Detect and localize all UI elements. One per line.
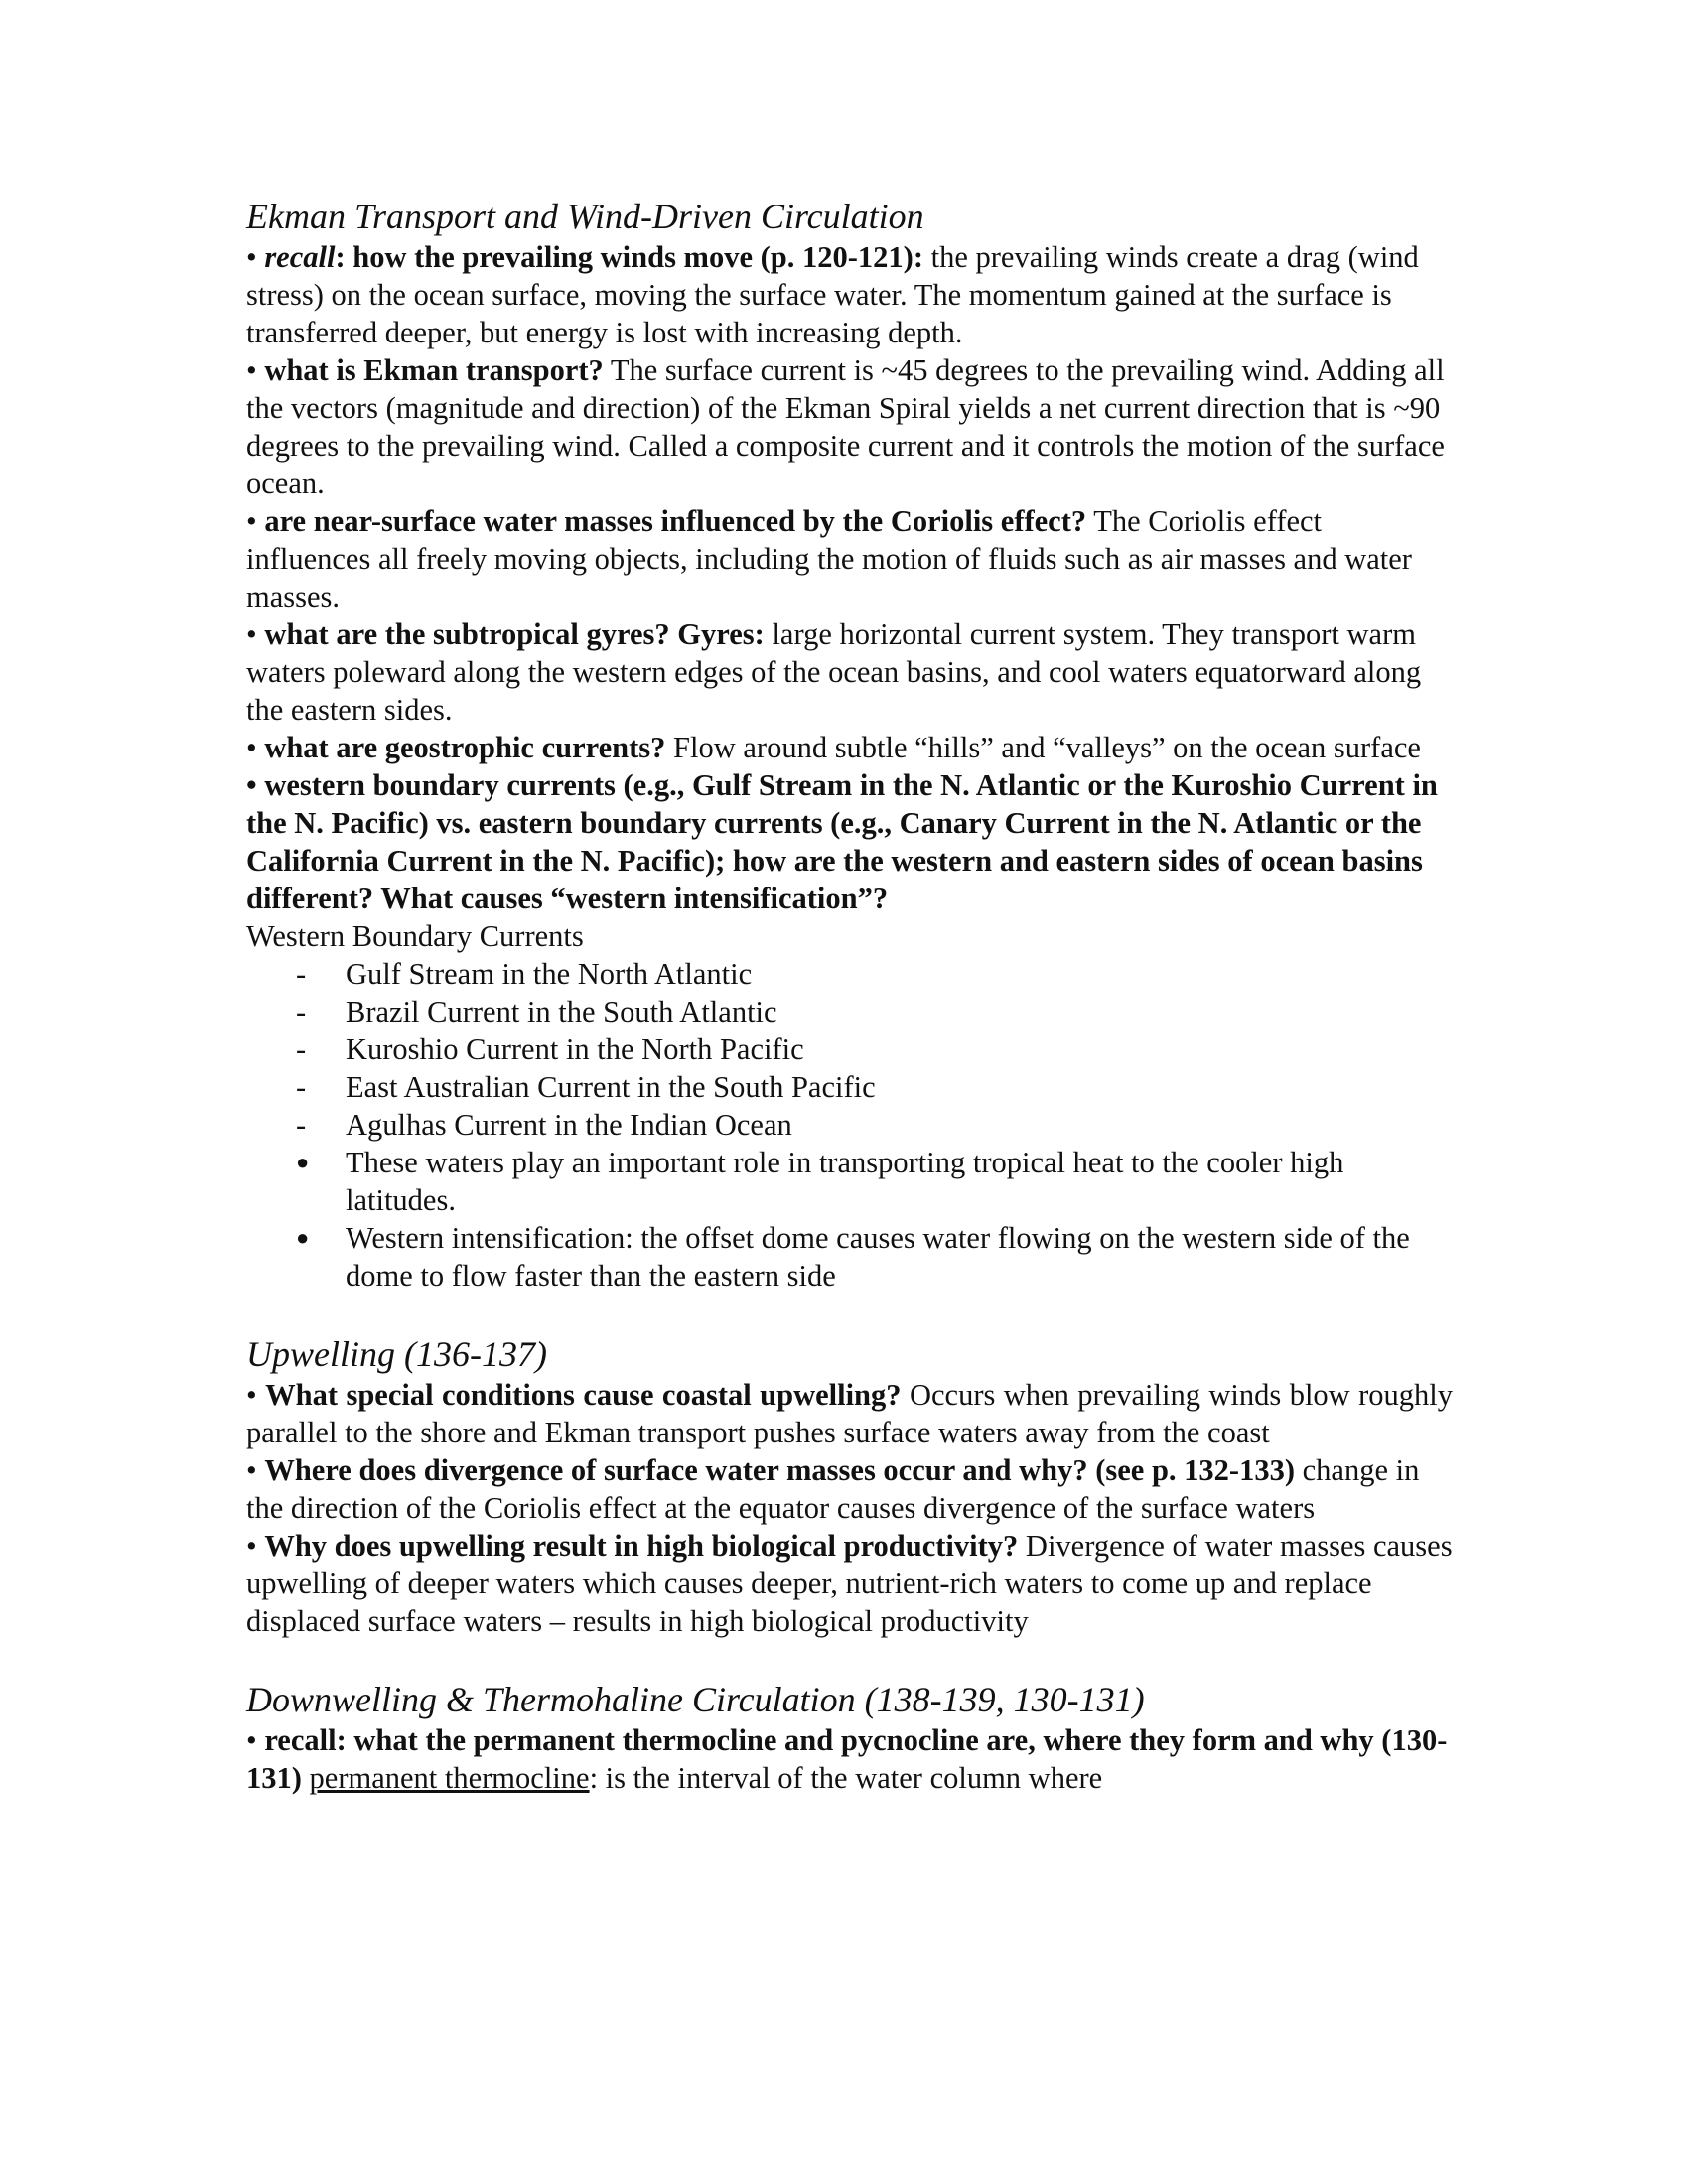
question-text: are near-surface water masses influenced by the Coriolis effect? bbox=[264, 504, 1087, 538]
question-text: What special conditions cause coastal upwelling? bbox=[265, 1378, 902, 1412]
bullet-dot-glyph: ● bbox=[296, 1150, 310, 1174]
bullet-glyph: • bbox=[246, 1723, 257, 1757]
paragraph-geostrophic bbox=[246, 729, 1453, 766]
answer-text: The Coriolis effect influences all freely moving objects, including the motion of fluids such as air masses and water masses. bbox=[246, 504, 1412, 614]
western-boundary-title: Western Boundary Currents bbox=[246, 919, 584, 953]
question-text: recall: what the permanent thermocline and pycnocline are, where they form and why (130-131) bbox=[246, 1723, 1448, 1795]
list-item: - Gulf Stream in the North Atlantic bbox=[296, 957, 753, 991]
bullet-dot-glyph: ● bbox=[296, 1225, 310, 1250]
paragraph-recall-winds bbox=[246, 238, 1453, 351]
answer-text: change in the direction of the Coriolis effect at the equator causes divergence of the surface waters bbox=[246, 1453, 1420, 1525]
list-item: - East Australian Current in the South Pacific bbox=[296, 1070, 876, 1104]
list-item: ● Western intensification: the offset dome causes water flowing on the western side of the dome to flow faster than the eastern side bbox=[296, 1221, 1410, 1293]
paragraph-ekman-transport bbox=[246, 351, 1453, 502]
section-heading-downwelling: Downwelling & Thermohaline Circulation (138-139, 130-131) bbox=[246, 1680, 1145, 1719]
paragraph-coastal-upwelling bbox=[246, 1376, 1453, 1451]
answer-text: Occurs when prevailing winds blow roughly parallel to the shore and Ekman transport pushes surface waters away from the coast bbox=[246, 1378, 1454, 1449]
bullet-glyph: • bbox=[246, 768, 257, 802]
bullet-glyph: • bbox=[246, 1529, 257, 1563]
term-permanent-thermocline: permanent thermocline bbox=[309, 1761, 590, 1795]
paragraph-coriolis bbox=[246, 502, 1453, 615]
list-item: - Agulhas Current in the Indian Ocean bbox=[296, 1108, 792, 1142]
dash-glyph: - bbox=[296, 1108, 307, 1142]
answer-text: large horizontal current system. They transport warm waters poleward along the western edges of the ocean basins, and cool waters equatorward along the eastern sides. bbox=[246, 617, 1422, 727]
question-text: : how the prevailing winds move (p. 120-121): bbox=[335, 240, 923, 274]
question-text: western boundary currents (e.g., Gulf Stream in the N. Atlantic or the Kuroshio Current in the N. Pacific) vs. eastern boundary currents (e.g., Canary Current in the N. Atlantic or the California Current in the N. Pacific); how are the western and eastern sides of ocean basins different? What causes “western intensification”? bbox=[246, 768, 1438, 915]
dash-glyph: - bbox=[296, 957, 307, 991]
recall-word: recall bbox=[264, 240, 336, 274]
bullet-glyph: • bbox=[246, 504, 257, 538]
answer-text: the prevailing winds create a drag (wind stress) on the ocean surface, moving the surface water. The momentum gained at the surface is transferred deeper, but energy is lost with increasing depth. bbox=[246, 240, 1419, 349]
paragraph-divergence bbox=[246, 1451, 1453, 1527]
section-heading-upwelling: Upwelling (136-137) bbox=[246, 1334, 547, 1374]
bullet-glyph: • bbox=[246, 1378, 257, 1412]
question-text: Where does divergence of surface water masses occur and why? (see p. 132-133) bbox=[264, 1453, 1295, 1487]
section-heading-ekman: Ekman Transport and Wind-Driven Circulation bbox=[246, 197, 924, 236]
bullet-glyph: • bbox=[246, 731, 257, 764]
dash-glyph: - bbox=[296, 995, 307, 1028]
answer-text: Divergence of water masses causes upwelling of deeper waters which causes deeper, nutrient-rich waters to come up and replace displaced surface waters – results in high biological productivity bbox=[246, 1529, 1453, 1638]
bullet-glyph: • bbox=[246, 240, 257, 274]
question-text: what is Ekman transport? bbox=[264, 353, 604, 387]
bullet-glyph: • bbox=[246, 353, 257, 387]
paragraph-boundary-currents bbox=[246, 766, 1453, 917]
western-boundary-list bbox=[246, 955, 1453, 1295]
list-item: - Kuroshio Current in the North Pacific bbox=[296, 1032, 804, 1066]
question-text: what are the subtropical gyres? Gyres: bbox=[264, 617, 765, 651]
spacer bbox=[246, 1295, 1453, 1332]
bullet-glyph: • bbox=[246, 1453, 257, 1487]
paragraph-gyres bbox=[246, 615, 1453, 729]
spacer bbox=[246, 1640, 1453, 1678]
answer-text: : is the interval of the water column where bbox=[589, 1761, 1103, 1795]
list-item: ● These waters play an important role in transporting tropical heat to the cooler high latitudes. bbox=[296, 1146, 1344, 1217]
document-page bbox=[246, 195, 1453, 1797]
paragraph-thermocline bbox=[246, 1721, 1453, 1797]
question-text: what are geostrophic currents? bbox=[264, 731, 666, 764]
dash-glyph: - bbox=[296, 1070, 307, 1104]
answer-text: Flow around subtle “hills” and “valleys” on the ocean surface bbox=[665, 731, 1421, 764]
bullet-glyph: • bbox=[246, 617, 257, 651]
paragraph-productivity bbox=[246, 1527, 1453, 1640]
dash-glyph: - bbox=[296, 1032, 307, 1066]
list-item: - Brazil Current in the South Atlantic bbox=[296, 995, 777, 1028]
question-text: Why does upwelling result in high biological productivity? bbox=[264, 1529, 1019, 1563]
answer-text: The surface current is ~45 degrees to the prevailing wind. Adding all the vectors (magnitude and direction) of the Ekman Spiral yields a net current direction that is ~90 degrees to the prevailing wind. Called a composite current and it controls the motion of the surface ocean. bbox=[246, 353, 1445, 500]
